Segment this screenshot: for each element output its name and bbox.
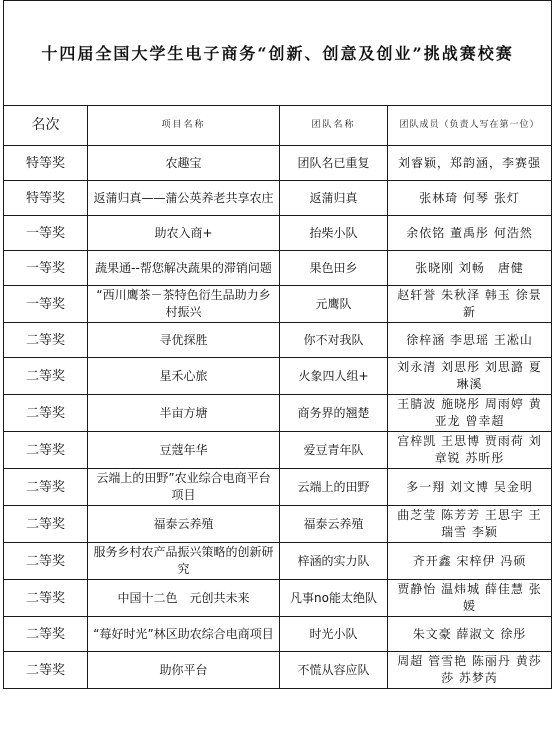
project-cell: 寻优探胜 [88, 323, 280, 358]
members-cell: 刘睿颖，郑韵涵，李赛强 [388, 146, 552, 181]
team-cell: 不慌从容应队 [280, 652, 388, 689]
header-project: 项目名称 [88, 106, 280, 146]
rank-cell: 特等奖 [4, 181, 88, 216]
project-cell: 助你平台 [88, 652, 280, 689]
table-row [4, 146, 552, 181]
team-cell: 梓涵的实力队 [280, 543, 388, 580]
rank-cell: 二等奖 [4, 323, 88, 358]
team-cell: 元鹰队 [280, 286, 388, 323]
members-cell: 贾静怡 温炜城 薛佳慧 张媛 [388, 580, 552, 617]
header-row [4, 106, 552, 146]
team-cell: 商务界的翘楚 [280, 395, 388, 432]
members-cell: 宫梓凯 王思博 贾雨荷 刘章锐 苏昕彤 [388, 432, 552, 469]
table-row [4, 181, 552, 216]
team-cell: 返蒲归真 [280, 181, 388, 216]
project-cell: “西川鹰茶－茶特色衍生品助力乡村振兴 [88, 286, 280, 323]
members-cell: 多一翔 刘文博 吴金明 [388, 469, 552, 506]
team-cell: 福泰云养殖 [280, 506, 388, 543]
table-row [4, 469, 552, 506]
title-cell [4, 1, 552, 106]
project-cell: 云端上的田野”农业综合电商平台项目 [88, 469, 280, 506]
members-cell: 刘永清 刘思彤 刘思潞 夏琳溪 [388, 358, 552, 395]
results-table [3, 0, 552, 689]
members-cell: 张林琦 何琴 张灯 [388, 181, 552, 216]
project-cell: 星禾心旅 [88, 358, 280, 395]
table-row [4, 358, 552, 395]
table-row [4, 543, 552, 580]
team-cell: 火象四人组+ [280, 358, 388, 395]
team-cell: 抬柴小队 [280, 216, 388, 251]
rank-cell: 一等奖 [4, 251, 88, 286]
header-team: 团队名称 [280, 106, 388, 146]
members-cell: 王腈波 施晓彤 周雨婷 黄亚龙 曾幸超 [388, 395, 552, 432]
members-cell: 赵轩誉 朱秋泽 韩玉 徐景新 [388, 286, 552, 323]
rank-cell: 二等奖 [4, 358, 88, 395]
members-cell: 曲芝莹 陈芳芳 王思宇 王瑞雪 李颖 [388, 506, 552, 543]
table-row [4, 432, 552, 469]
rank-cell: 二等奖 [4, 543, 88, 580]
rank-cell: 二等奖 [4, 652, 88, 689]
header-rank: 名次 [4, 106, 88, 146]
project-cell: 助农入商+ [88, 216, 280, 251]
header-members: 团队成员（负责人写在第一位） [388, 106, 552, 146]
table-row [4, 216, 552, 251]
rank-cell: 二等奖 [4, 395, 88, 432]
rank-cell: 二等奖 [4, 617, 88, 652]
project-cell: 蔬果通--帮您解决蔬果的滞销问题 [88, 251, 280, 286]
table-row [4, 580, 552, 617]
table-row [4, 652, 552, 689]
rank-cell: 特等奖 [4, 146, 88, 181]
members-cell: 朱文豪 薛淑文 徐彤 [388, 617, 552, 652]
members-cell: 徐梓涵 李思瑶 王凇山 [388, 323, 552, 358]
project-cell: 服务乡村农产品振兴策略的创新研究 [88, 543, 280, 580]
rank-cell: 二等奖 [4, 580, 88, 617]
project-cell: 豆蔻年华 [88, 432, 280, 469]
rank-cell: 一等奖 [4, 216, 88, 251]
rank-cell: 二等奖 [4, 469, 88, 506]
team-cell: 凡事no能太绝队 [280, 580, 388, 617]
table-row [4, 617, 552, 652]
project-cell: 半亩方塘 [88, 395, 280, 432]
project-cell: “莓好时光”林区助农综合电商项目 [88, 617, 280, 652]
rank-cell: 二等奖 [4, 432, 88, 469]
team-cell: 团队名已重复 [280, 146, 388, 181]
project-cell: 中国十二色 元创共未来 [88, 580, 280, 617]
page-title: 十四届全国大学生电子商务“创新、创意及创业”挑战赛校赛 [41, 43, 514, 63]
table-row [4, 323, 552, 358]
team-cell: 爱豆青年队 [280, 432, 388, 469]
team-cell: 时光小队 [280, 617, 388, 652]
table-row [4, 395, 552, 432]
members-cell: 余依铭 董禹彤 何浩然 [388, 216, 552, 251]
table-row [4, 251, 552, 286]
project-cell: 返蒲归真——蒲公英养老共享农庄 [88, 181, 280, 216]
rank-cell: 二等奖 [4, 506, 88, 543]
table-row [4, 286, 552, 323]
members-cell: 周超 管雪艳 陈丽丹 黄莎莎 苏梦芮 [388, 652, 552, 689]
members-cell: 张晓刚 刘畅 唐健 [388, 251, 552, 286]
project-cell: 农趣宝 [88, 146, 280, 181]
members-cell: 齐开鑫 宋梓伊 冯硕 [388, 543, 552, 580]
team-cell: 果色田乡 [280, 251, 388, 286]
team-cell: 云端上的田野 [280, 469, 388, 506]
title-row [4, 1, 552, 106]
table-row [4, 506, 552, 543]
project-cell: 福泰云养殖 [88, 506, 280, 543]
team-cell: 你不对我队 [280, 323, 388, 358]
rank-cell: 一等奖 [4, 286, 88, 323]
